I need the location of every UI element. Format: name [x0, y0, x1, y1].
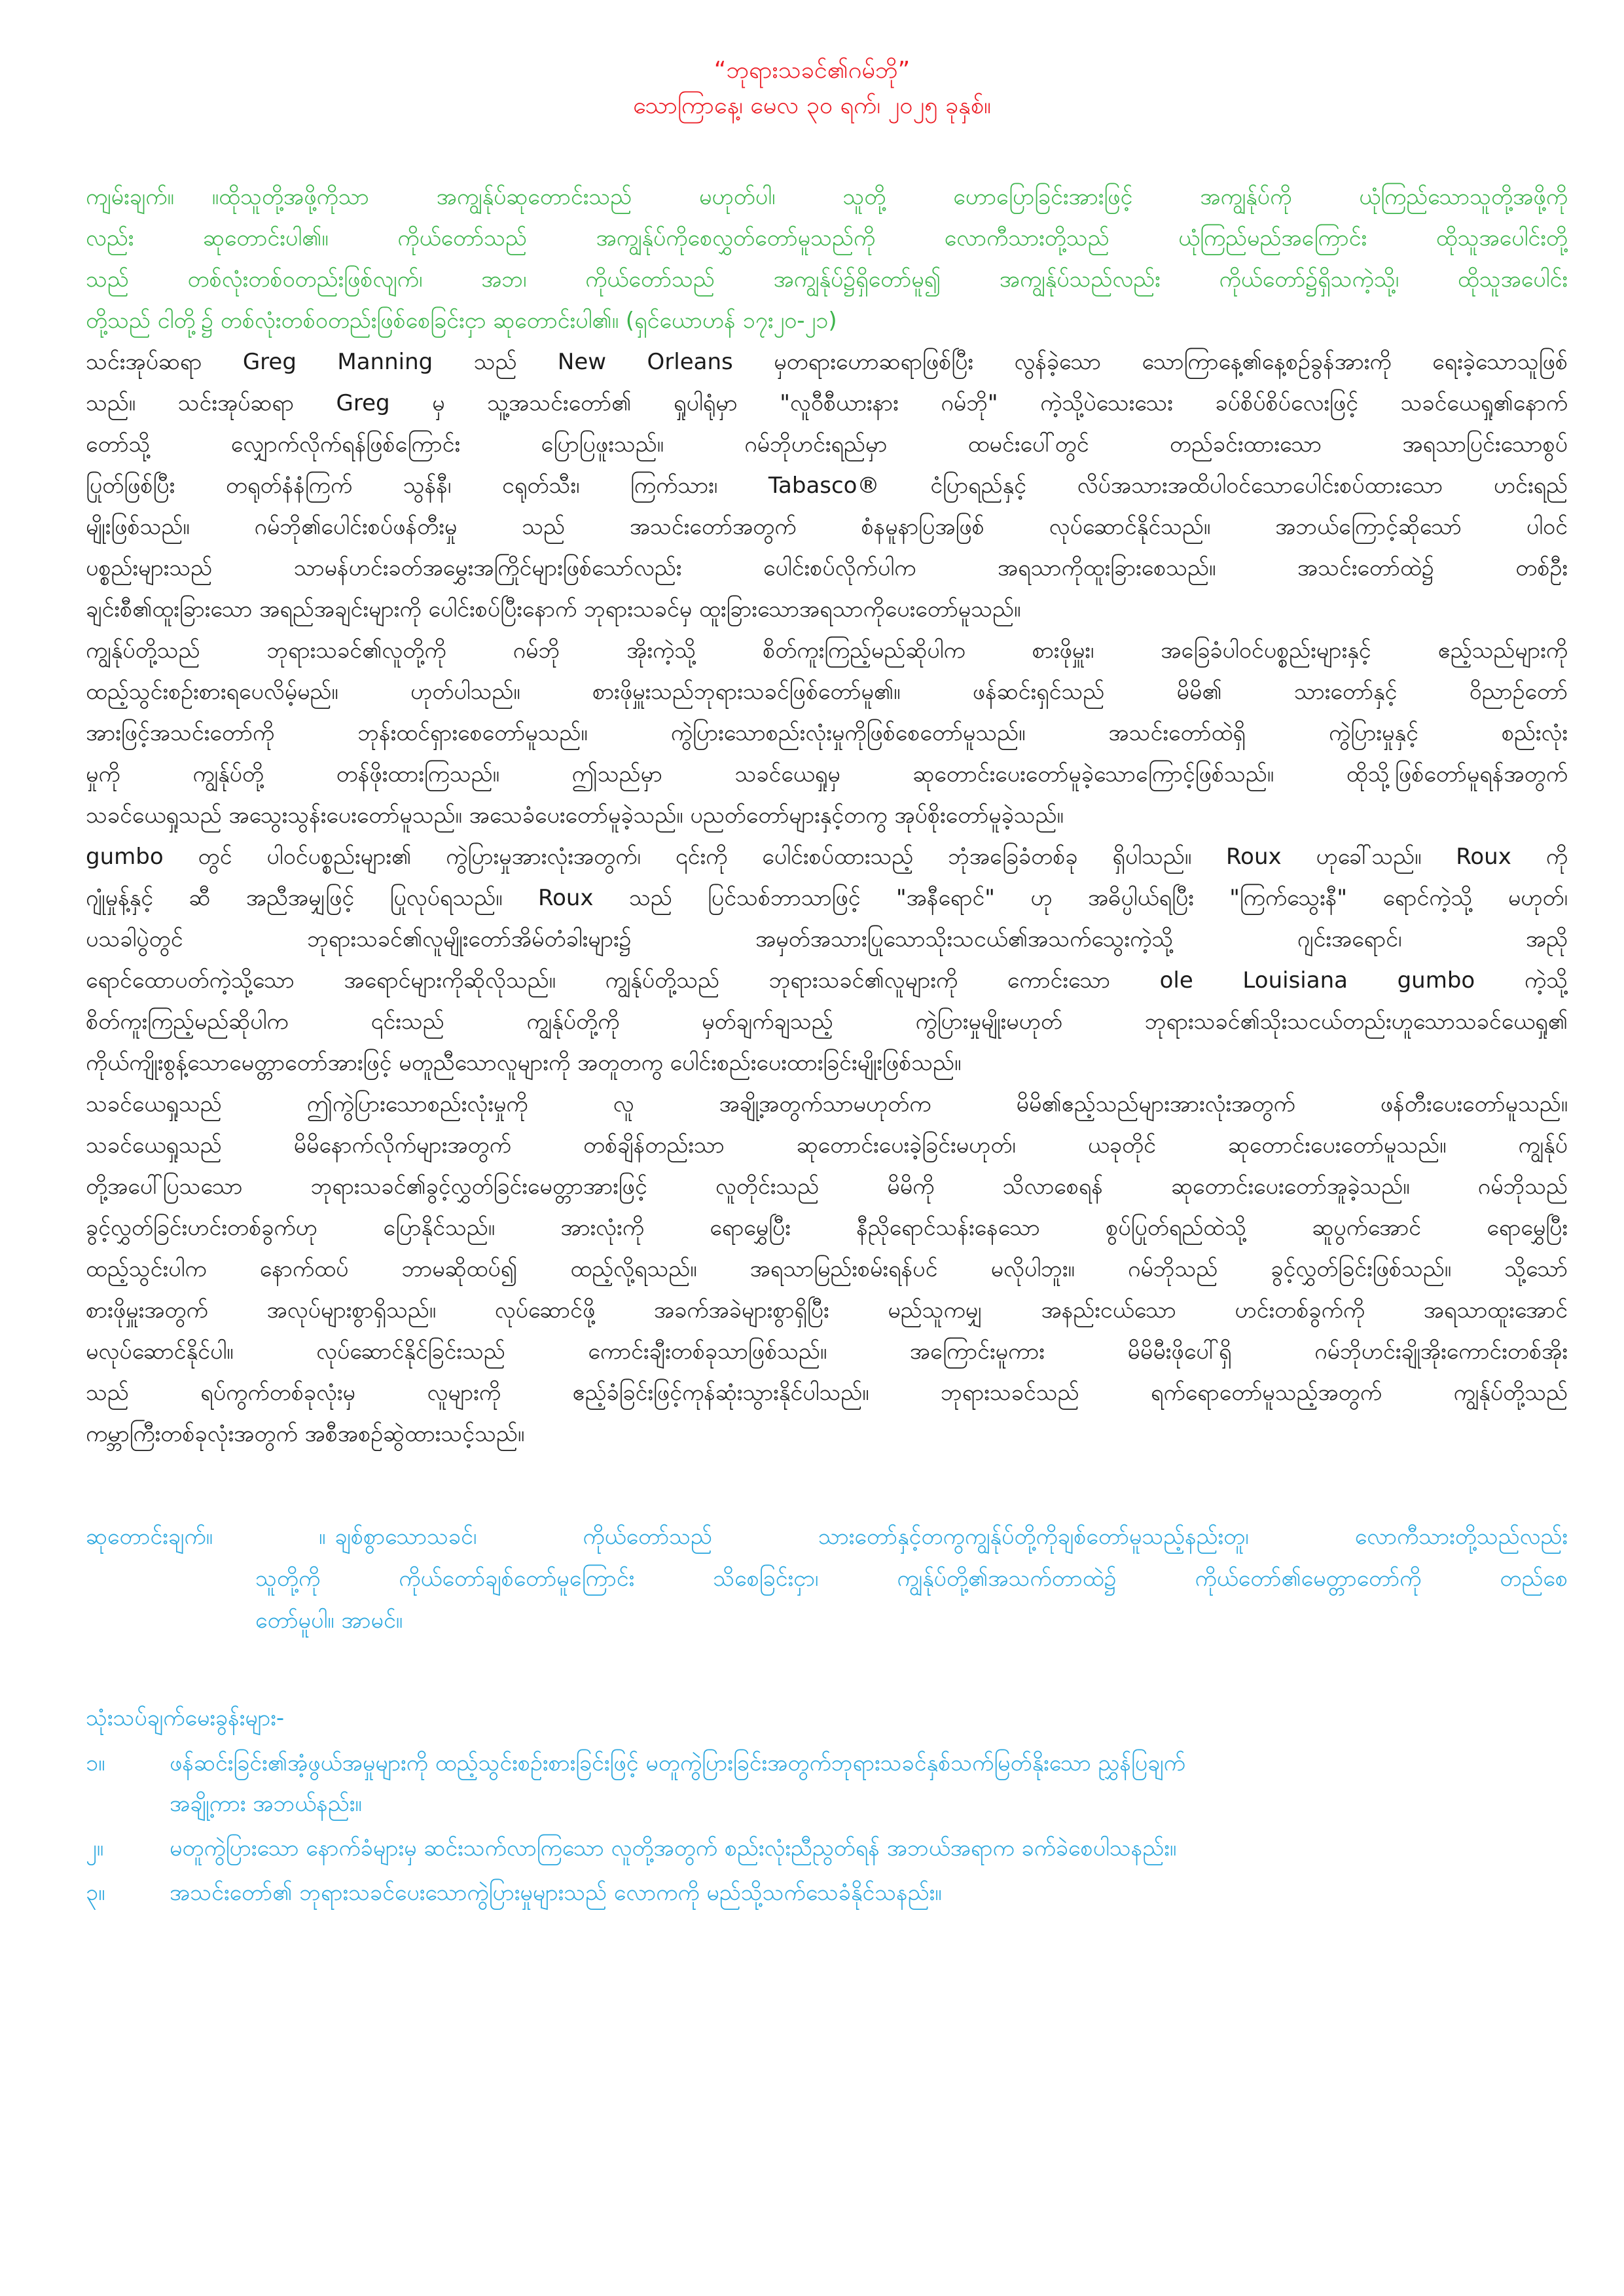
body-line: ပြုတ်ဖြစ်ပြီး တရုတ်နံနံကြက် သွန်နီ၊ ငရုတ်သီး၊ ကြက်သား၊ Tabasco® ငံပြာရည်နှင့် လိပ်အသားအထိပါဝင်သောပေါင်းစပ်ထားသော ဟင်းရည် — [86, 473, 1568, 499]
body-line: ပစ္စည်းများသည် သာမန်ဟင်းခတ်အမွှေးအကြိုင်များဖြစ်သော်လည်း ပေါင်းစပ်လိုက်ပါက အရသာကိုထူးခြားစေသည်။ အသင်းတော်ထဲ၌ တစ်ဦး — [86, 555, 1568, 581]
document-body — [86, 177, 1568, 1455]
body-paragraph — [86, 342, 1568, 630]
scripture-line — [86, 177, 1568, 218]
body-line: မှုကို ကျွန်ုပ်တို့ တန်ဖိုးထားကြသည်။ ဤသည်မှာ သခင်ယေရှုမှ ဆုတောင်းပေးတော်မူခဲ့သောကြောင့်ဖြစ်သည်။ ထိုသို့ဖြစ်တော်မူရန်အတွက် — [86, 761, 1568, 787]
scripture-passage — [86, 177, 1568, 342]
document-date: သောကြာနေ့၊ မေလ ၃၀ ရက်၊ ၂၀၂၅ ခုနှစ်။ — [633, 92, 991, 119]
body-line: ပသခါပွဲတွင် ဘုရားသခင်၏လူမျိုးတော်အိမ်တံခါးများ၌ အမှတ်အသားပြုသောသိုးသငယ်၏အသက်သွေးကဲ့သို့ ဂျင်းအရောင်၊ အညို — [86, 926, 1568, 952]
prayer-line: တော်မူပါ။ အာမင်။ — [255, 1607, 403, 1634]
body-line: ခွင့်လွှတ်ခြင်းဟင်းတစ်ခွက်ဟု ပြောနိုင်သည်။ အားလုံးကို ရောမွှေပြီး နီညိုရောင်သန်းနေသော စွပ်ပြုတ်ရည်ထဲသို့ ဆူပွက်အောင် ရောမွှေပြီး — [86, 1215, 1568, 1241]
body-paragraph — [86, 836, 1568, 1084]
body-line: ထည့်သွင်းစဥ်းစားရပေလိမ့်မည်။ ဟုတ်ပါသည်။ စားဖိုမှူးသည်ဘုရားသခင်ဖြစ်တော်မူ၏။ ဖန်ဆင်းရှင်သည် မိမိ၏ သားတော်နှင့် ဝိညာဉ်တော် — [86, 679, 1568, 705]
body-line: ဂျုံမှုန့်နှင့် ဆီ အညီအမျှဖြင့် ပြုလုပ်ရသည်။ Roux သည် ပြင်သစ်ဘာသာဖြင့် "အနီရောင်" ဟု အဓိပ္ပါယ်ရပြီး "ကြက်သွေးနီ" ရောင်ကဲ့သို့ မဟုတ်၊ — [86, 885, 1568, 911]
body-line: သင်းအုပ်ဆရာ Greg Manning သည် New Orleans မှတရားဟောဆရာဖြစ်ပြီး လွန်ခဲ့သော သောကြာနေ့၏နေ့စဥ်ခွန်အားကို ရေးခဲ့သောသူဖြစ် — [86, 349, 1568, 375]
body-line: gumbo တွင် ပါဝင်ပစ္စည်းများ၏ ကွဲပြားမှုအားလုံးအတွက်၊ ၎င်းကို ပေါင်းစပ်ထားသည့် ဘုံအခြေခံတစ်ခု ရှိပါသည်။ Roux ဟုခေါ်သည်။ Roux ကို — [86, 844, 1568, 870]
scripture-line: လည်း ဆုတောင်းပါ၏။ ကိုယ်တော်သည် အကျွန်ုပ်ကိုစေလွှတ်တော်မူသည်ကို လောကီသားတို့သည် ယုံကြည်မည်အကြောင်း ထိုသူအပေါင်းတို့ — [86, 225, 1568, 251]
body-line: ရောင်ထောပတ်ကဲ့သို့သော အရောင်များကိုဆိုလိုသည်။ ကျွန်ုပ်တို့သည် ဘုရားသခင်၏လူများကို ကောင်းသော ole Louisiana gumbo ကဲ့သို့ — [86, 967, 1568, 994]
scripture-line: သည် တစ်လုံးတစ်ဝတည်းဖြစ်လျက်၊ အဘ၊ ကိုယ်တော်သည် အကျွန်ုပ်၌ရှိတော်မူ၍ အကျွန်ုပ်သည်လည်း ကိုယ်တော်၌ရှိသကဲ့သို့၊ ထိုသူအပေါင်း — [86, 266, 1568, 293]
question-line: အချို့ကား အဘယ်နည်း။ — [170, 1791, 362, 1817]
document-title: “ဘုရားသခင်၏ဂမ်ဘို” — [713, 57, 911, 84]
question-line: ဖန်ဆင်းခြင်း၏အံ့ဖွယ်အမှုများကို ထည့်သွင်းစဥ်းစားခြင်းဖြင့် မတူကွဲပြားခြင်းအတွက်ဘုရားသခင်နှစ်သက်မြတ်နိုးသော ညွှန်ပြချက် — [170, 1750, 1185, 1776]
scripture-text: ။ထိုသူတို့အဖို့ကိုသာ အကျွန်ုပ်ဆုတောင်းသည် မဟုတ်ပါ၊ သူတို့ ဟောပြောခြင်းအားဖြင့် အကျွန်ုပ်ကို ယုံကြည်သောသူတို့အဖို့ကို — [211, 184, 1568, 210]
prayer-text: ချစ်စွာသောသခင်၊ ကိုယ်တော်သည် သားတော်နှင့်တကွကျွန်ုပ်တို့ကိုချစ်တော်မူသည့်နည်းတူ၊ လောကီသားတို့သည်လည်း — [334, 1524, 1568, 1550]
question-item — [86, 1873, 1568, 1913]
body-line: စိတ်ကူးကြည့်မည်ဆိုပါက ၎င်းသည် ကျွန်ုပ်တို့ကို မှတ်ချက်ချသည့် ကွဲပြားမှုမျိုးမဟုတ် ဘုရားသခင်၏သိုးသငယ်တည်းဟူသောသခင်ယေရှု၏ — [86, 1009, 1568, 1035]
scripture-label: ကျမ်းချက်။ — [86, 184, 174, 210]
document-header — [0, 53, 1624, 124]
questions-heading: သုံးသပ်ချက်မေးခွန်းများ- — [86, 1705, 285, 1731]
body-line: တော်သို့ လျှောက်လိုက်ရန်ဖြစ်ကြောင်း ပြောပြဖူးသည်။ ဂမ်ဘိုဟင်းရည်မှာ ထမင်းပေါ်တွင် တည်ခင်းထားသော အရသာပြင်းသောစွပ် — [86, 431, 1568, 457]
question-number: ၁။ — [86, 1750, 105, 1776]
prayer-section — [86, 1516, 1568, 1641]
body-line: သခင်ယေရှုသည် မိမိနောက်လိုက်များအတွက် တစ်ချိန်တည်းသာ ဆုတောင်းပေးခဲ့ခြင်းမဟုတ်၊ ယခုတိုင် ဆုတောင်းပေးတော်မူသည်။ ကျွန်ုပ် — [86, 1132, 1568, 1158]
body-line: ကိုယ်ကျိုးစွန့်သောမေတ္တာတော်အားဖြင့် မတူညီသောလူများကို အတူတကွ ပေါင်းစည်းပေးထားခြင်းမျိုးဖြစ်သည်။ — [86, 1050, 962, 1076]
body-paragraph — [86, 630, 1568, 836]
body-line: သည် ရပ်ကွက်တစ်ခုလုံးမှ လူများကို ဧည့်ခံခြင်းဖြင့်ကုန်ဆုံးသွားနိုင်ပါသည်။ ဘုရားသခင်သည် ရက်ရောတော်မူသည့်အတွက် ကျွန်ုပ်တို့သည် — [86, 1380, 1568, 1406]
question-number: ၂။ — [86, 1835, 103, 1861]
question-number: ၃။ — [86, 1880, 105, 1906]
body-line: တို့အပေါ်ပြသသော ဘုရားသခင်၏ခွင့်လွှတ်ခြင်းမေတ္တာအားဖြင့် လူတိုင်းသည် မိမိကို သိလာစေရန် ဆုတောင်းပေးတော်အူခဲ့သည်။ ဂမ်ဘိုသည် — [86, 1174, 1568, 1200]
prayer-line: သူတို့ကို ကိုယ်တော်ချစ်တော်မူကြောင်း သိစေခြင်းငှာ၊ ကျွန်ုပ်တို့၏အသက်တာထဲ၌ ကိုယ်တော်၏မေတ္တာတော်ကို တည်စေ — [255, 1566, 1568, 1592]
question-line: အသင်းတော်၏ ဘုရားသခင်ပေးသောကွဲပြားမှုများသည် လောကကို မည်သို့သက်သေခံနိုင်သနည်း။ — [170, 1880, 942, 1906]
discussion-questions — [86, 1697, 1568, 1917]
body-paragraph — [86, 1084, 1568, 1455]
body-line: ထည့်သွင်းပါက နောက်ထပ် ဘာမဆိုထပ်၍ ထည့်လို့ရသည်။ အရသာမြည်းစမ်းရန်ပင် မလိုပါဘူး။ ဂမ်ဘိုသည် ခွင့်လွှတ်ခြင်းဖြစ်သည်။ သို့သော် — [86, 1256, 1568, 1282]
body-line: ကမ္ဘာကြီးတစ်ခုလုံးအတွက် အစီအစဥ်ဆွဲထားသင့်သည်။ — [86, 1421, 525, 1447]
body-line: သည်။ သင်းအုပ်ဆရာ Greg မှ သူ့အသင်းတော်၏ ရှုပါရုံမှာ "လူဝီစီယားနား ဂမ်ဘို" ကဲ့သို့ပဲသေးသေး ခပ်စိပ်စိပ်လေးဖြင့် သခင်ယေရှု၏နောက် — [86, 390, 1568, 416]
body-line: သခင်ယေရှုသည် အသွေးသွန်းပေးတော်မူသည်။ အသေခံပေးတော်မူခဲ့သည်။ ပညတ်တော်များနှင့်တကွ အုပ်စိုးတော်မူခဲ့သည်။ — [86, 802, 1064, 829]
question-line: မတူကွဲပြားသော နောက်ခံများမှ ဆင်းသက်လာကြသော လူတို့အတွက် စည်းလုံးညီညွတ်ရန် အဘယ်အရာက ခက်ခဲစေပါသနည်း။ — [170, 1835, 1177, 1861]
body-line: မျိုးဖြစ်သည်။ ဂမ်ဘို၏ပေါင်းစပ်ဖန်တီးမှု သည် အသင်းတော်အတွက် စံနမူနာပြအဖြစ် လုပ်ဆောင်နိုင်သည်။ အဘယ်ကြောင့်ဆိုသော် ပါဝင် — [86, 514, 1568, 540]
prayer-label: ဆုတောင်းချက်။ ။ — [86, 1524, 326, 1550]
body-line: မလုပ်ဆောင်နိုင်ပါ။ လုပ်ဆောင်နိုင်ခြင်းသည် ကောင်းချီးတစ်ခုသာဖြစ်သည်။ အကြောင်းမူကား မိမိမီးဖိုပေါ်ရှိ ဂမ်ဘိုဟင်းချိုအိုးကောင်းတစ်အိုး — [86, 1338, 1568, 1365]
question-item — [86, 1828, 1568, 1869]
question-item — [86, 1743, 1568, 1824]
prayer-line — [86, 1516, 1568, 1558]
body-line: အားဖြင့်အသင်းတော်ကို ဘုန်းထင်ရှားစေတော်မူသည်။ ကွဲပြားသောစည်းလုံးမှုကိုဖြစ်စေတော်မူသည်။ အသင်းတော်ထဲရှိ ကွဲပြားမှုနှင့် စည်းလုံး — [86, 720, 1568, 746]
scripture-line: တို့သည် ငါတို့၌ တစ်လုံးတစ်ဝတည်းဖြစ်စေခြင်းငှာ ဆုတောင်းပါ၏။ (ရှင်ယောဟန် ၁၇း၂၀-၂၁) — [86, 308, 837, 334]
body-line: စားဖိုမှူးအတွက် အလုပ်များစွာရှိသည်။ လုပ်ဆောင်ဖို့ အခက်အခဲများစွာရှိပြီး မည်သူကမျှ အနည်းငယ်သော ဟင်းတစ်ခွက်ကို အရသာထူးအောင် — [86, 1297, 1568, 1323]
body-line: သခင်ယေရှုသည် ဤကွဲပြားသောစည်းလုံးမှုကို လူ အချို့အတွက်သာမဟုတ်က မိမိ၏ဧည့်သည်များအားလုံးအတွက် ဖန်တီးပေးတော်မူသည်။ — [86, 1091, 1568, 1117]
body-line: ကျွန်ုပ်တို့သည် ဘုရားသခင်၏လူတို့ကို ဂမ်ဘို အိုးကဲ့သို့ စိတ်ကူးကြည့်မည်ဆိုပါက စားဖိုမှူး၊ အခြေခံပါဝင်ပစ္စည်းများနှင့် ဧည့်သည်များကို — [86, 637, 1568, 664]
body-line: ချင်းစီ၏ထူးခြားသော အရည်အချင်းများကို ပေါင်းစပ်ပြီးနောက် ဘုရားသခင်မှ ထူးခြားသောအရသာကိုပေးတော်မူသည်။ — [86, 596, 1021, 622]
